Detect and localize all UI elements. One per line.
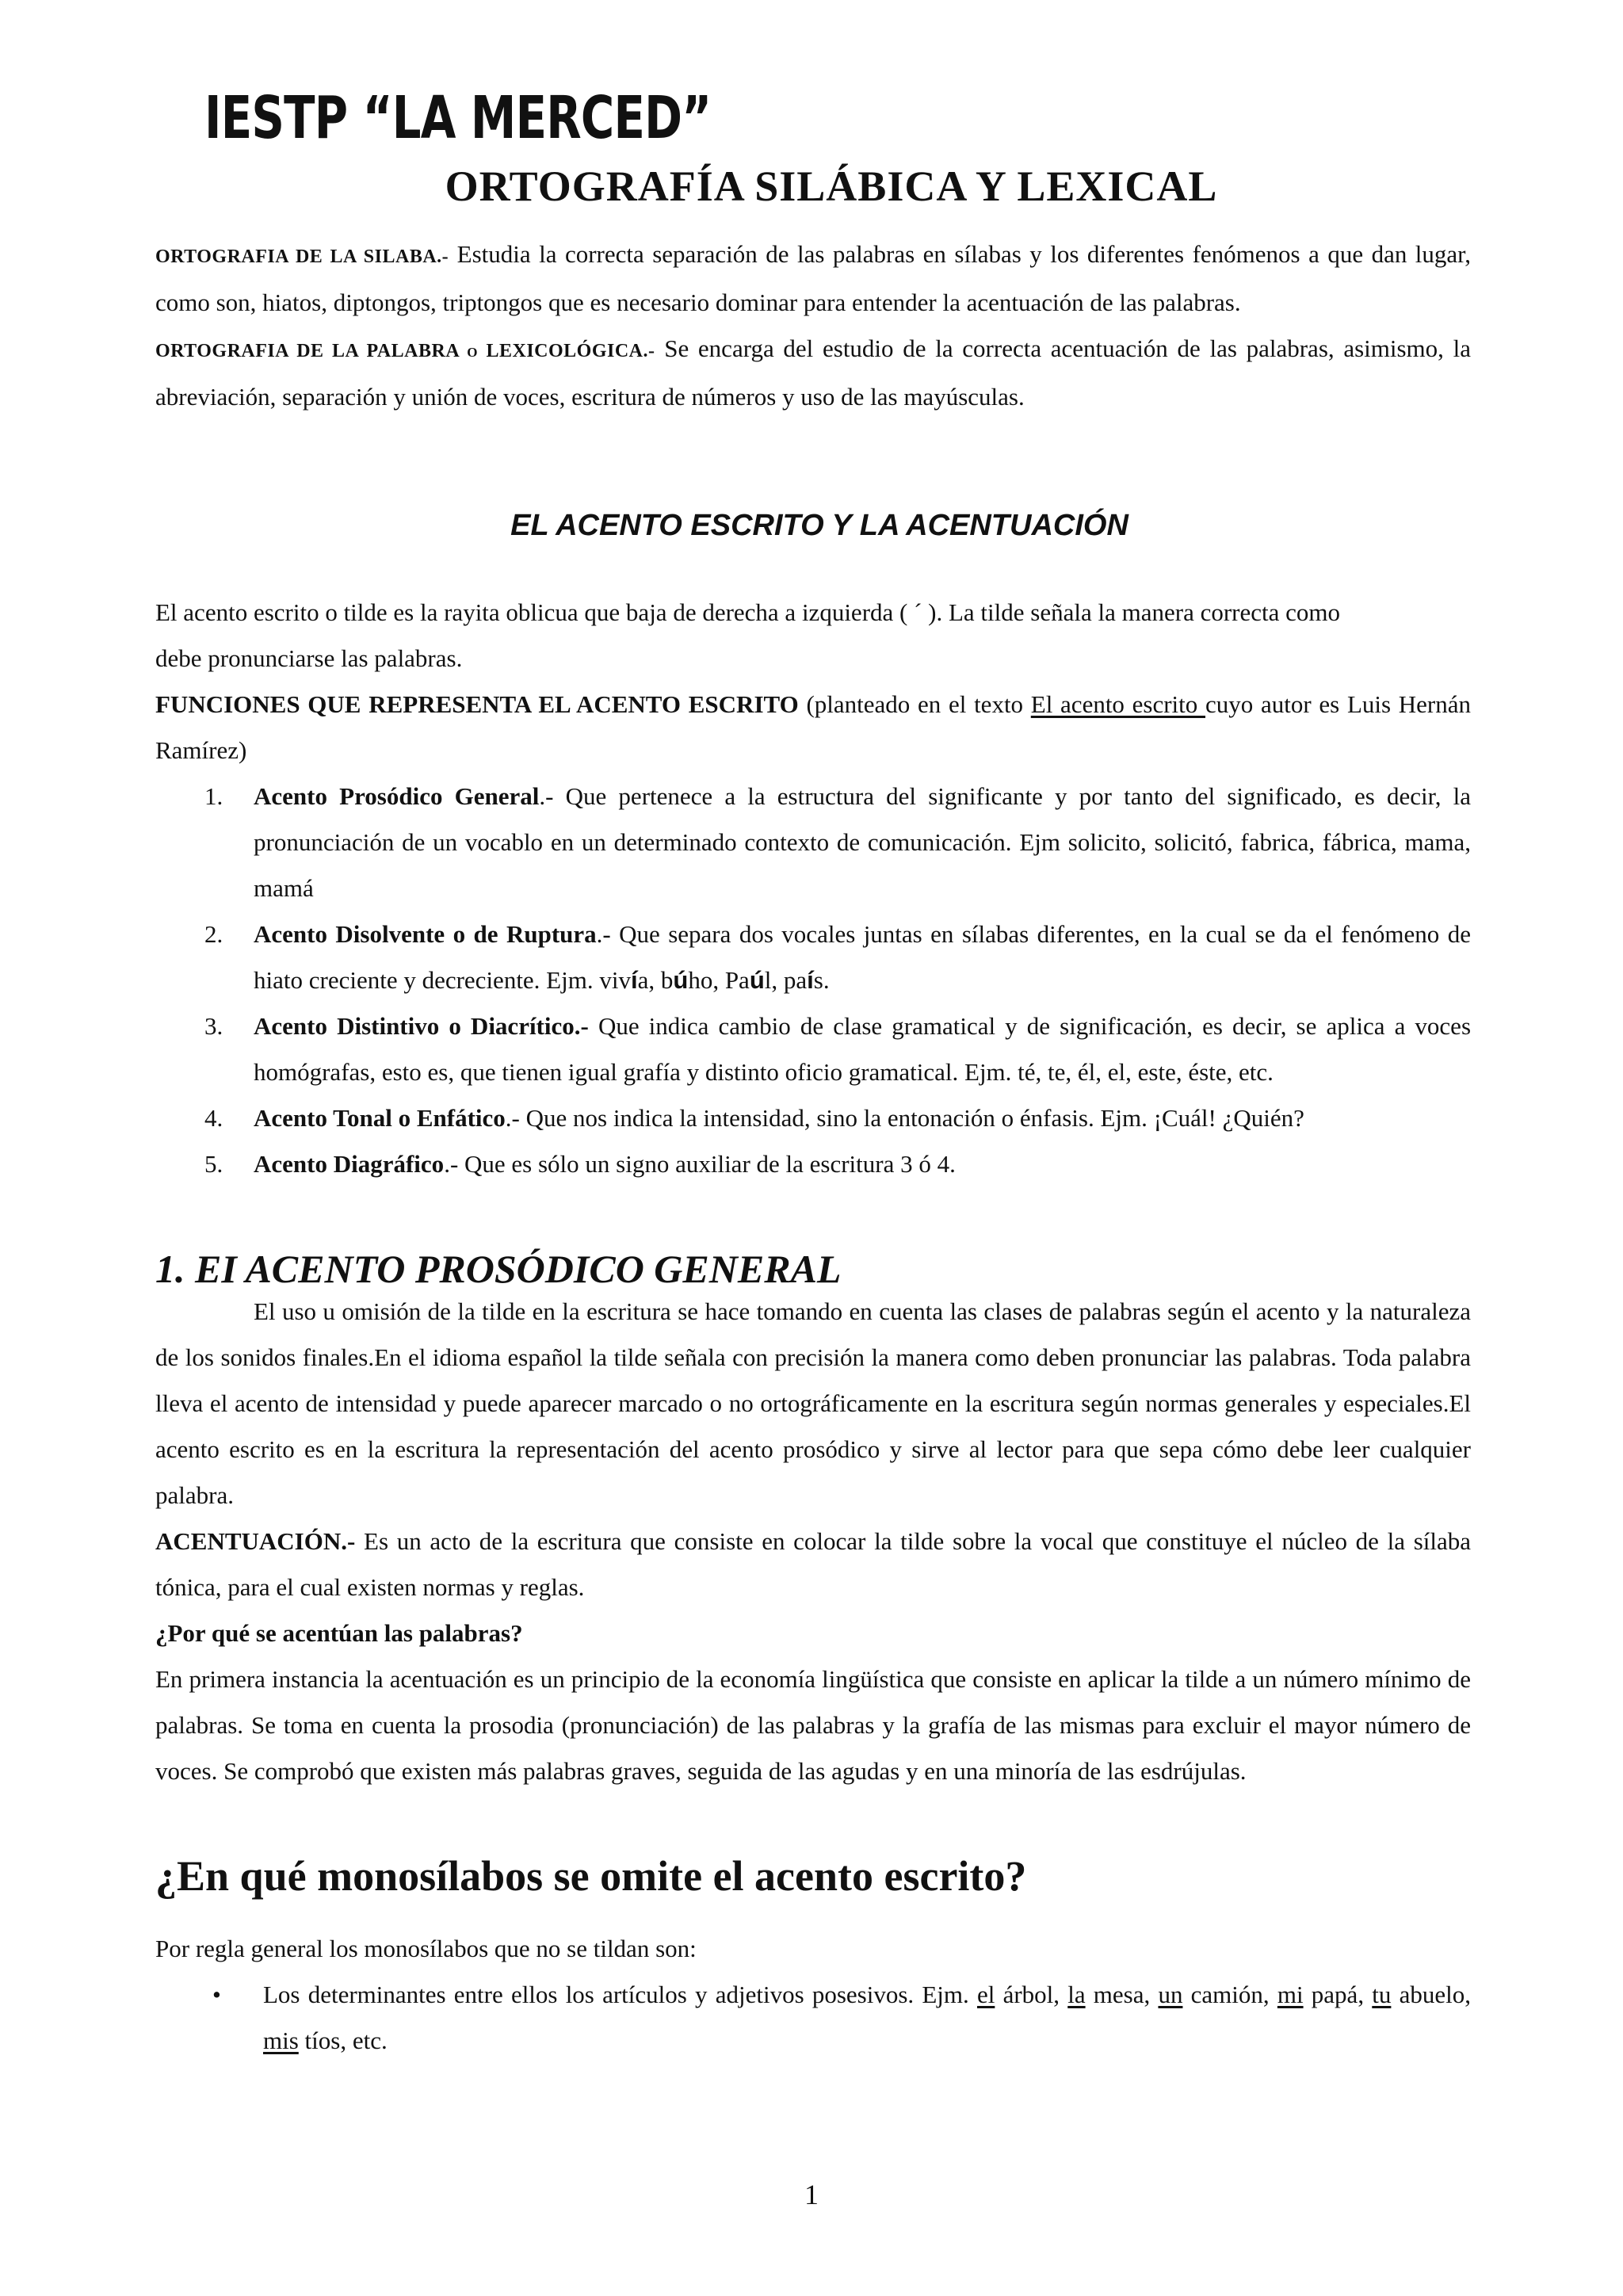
item-text: árbol, [995,1981,1068,2008]
item-text: tíos, etc. [298,2027,388,2054]
bullet-icon: • [212,1981,221,2008]
why-answer: En primera instancia la acentuación es un principio de la economía lingüística que consiste en aplicar la tilde a un número mínimo de palabras. Se toma en cuenta la prosodia (pronunciación) de las palabras y la grafía de las mismas para excluir el mayor número de voces. Se comprobó que existen más palabras graves, seguida de las agudas y en una minoría de las esdrújulas. [155,1665,1471,1785]
prosodic-section-body [155,1289,1471,1794]
example-text: s. [813,966,830,994]
functions-paragraph [155,682,1471,774]
example-accent: ú [673,966,689,994]
example-text: viv [599,966,631,994]
document-title: ORTOGRAFÍA SILÁBICA Y LEXICAL [445,162,1218,210]
function-text: .- Que pertenece a la estructura del significante y por tanto del significado, es decir, la pronunciación de un vocablo en un determinado contexto de comunicación. Ejm solicito, solicitó, fabrica, fábrica, mama, mamá [254,782,1472,902]
list-number: 1. [204,782,223,810]
function-text: .- Que separa dos vocales juntas en sílabas diferentes, en la cual se da el fenómeno de hiato creciente y decreciente. Ejm. [254,920,1471,994]
page-number: 1 [804,2179,819,2210]
lexical-orthography-paragraph [155,326,1471,420]
lexical-orthography-text: Se encarga del estudio de la correcta acentuación de las palabras, asimismo, la abreviación, separación y unión de voces, escritura de números y uso de las mayúsculas. [155,334,1471,411]
accent-definition: El acento escrito o tilde es la rayita oblicua que baja de derecha a izquierda ( ´ ). La tilde señala la manera correcta como debe pronunciarse las palabras. [155,598,1340,672]
list-number: 2. [204,920,223,948]
section-title-accent: EL ACENTO ESCRITO Y LA ACENTUACIÓN [510,509,1128,542]
function-text: Que indica cambio de clase gramatical y de significación, es decir, se aplica a voces homógrafas, esto es, que tienen igual grafía y distinto oficio gramatical. Ejm. té, te, él, el, este, éste, etc. [254,1012,1472,1086]
prosodic-paragraph: El uso u omisión de la tilde en la escritura se hace tomando en cuenta las clases de palabras según el acento y la naturaleza de los sonidos finales.En el idioma español la tilde señala con precisión la manera como deben pronunciar las palabras. Toda palabra lleva el acento de intensidad y puede aparecer marcado o no ortográficamente en la escritura según normas generales y especiales.El acento escrito es en la escritura la representación del acento prosódico y sirve al lector para que sepa cómo debe leer cualquier palabra. [155,1297,1471,1509]
example-accent: ú [749,966,765,994]
functions-list [155,774,1471,1187]
function-name: Acento Prosódico General [254,782,540,810]
function-item-3 [155,1003,1471,1095]
list-number: 4. [204,1104,223,1132]
syllable-orthography-term: ORTOGRAFIA DE LA SILABA.- [155,246,449,267]
monosyllable-intro: Por regla general los monosílabos que no se tildan son: [155,1935,697,1962]
list-number: 3. [204,1012,223,1040]
example-text: ho, Pa [688,966,750,994]
list-item [155,1972,1471,2064]
item-text: abuelo, [1391,1981,1471,2008]
item-text: mesa, [1085,1981,1159,2008]
functions-post-text: cuyo autor es Luis Hernán Ramírez) [155,690,1471,764]
accent-section-body [155,590,1471,1187]
example-word: mi [1277,1981,1304,2008]
example-text: l, pa [764,966,808,994]
example-word: la [1067,1981,1086,2008]
prosodic-heading: 1. EI ACENTO PROSÓDICO GENERAL [155,1247,842,1291]
function-text: .- Que es sólo un signo auxiliar de la escritura 3 ó 4. [444,1150,956,1178]
accentuation-paragraph [155,1519,1471,1610]
function-name: Acento Distintivo o Diacrítico.- [254,1012,589,1040]
example-accent: í [807,966,814,994]
institution-name: IESTP “LA MERCED” [204,84,712,152]
why-question-text: ¿Por qué se acentúan las palabras? [155,1619,523,1647]
item-text: Los determinantes entre ellos los artículos y adjetivos posesivos. Ejm. [263,1981,977,2008]
function-item-2 [155,911,1471,1003]
example-word: tu [1372,1981,1392,2008]
list-number: 5. [204,1150,223,1178]
function-name: Acento Diagráfico [254,1150,445,1178]
syllable-orthography-paragraph [155,231,1471,326]
function-item-5 [155,1141,1471,1187]
accentuation-text: Es un acto de la escritura que consiste en colocar la tilde sobre la vocal que constituye el núcleo de la sílaba tónica, para el cual existen normas y reglas. [155,1527,1471,1601]
intro-block [155,231,1471,420]
book-title: El acento escrito [1030,690,1206,718]
monosyllable-list [155,1972,1471,2064]
function-name: Acento Tonal o Enfático [254,1104,506,1132]
function-item-1 [155,774,1471,911]
example-text: a, b [637,966,674,994]
function-item-4 [155,1095,1471,1141]
item-text: camión, [1182,1981,1277,2008]
syllable-orthography-text: Estudia la correcta separación de las palabras en sílabas y los diferentes fenómenos a que dan lugar, como son, hiatos, diptongos, triptongos que es necesario dominar para entender la acentuación de las palabras. [155,240,1472,316]
lexical-orthography-term: ORTOGRAFIA DE LA PALABRA o LEXICOLÓGICA.- [155,341,655,361]
functions-label: FUNCIONES QUE REPRESENTA EL ACENTO ESCRITO [155,690,799,718]
monosyllable-section-body [155,1926,1471,2064]
monosyllable-heading: ¿En qué monosílabos se omite el acento escrito? [155,1852,1027,1900]
example-word: mis [263,2027,299,2054]
why-question [155,1610,1471,1656]
function-name: Acento Disolvente o de Ruptura [254,920,597,948]
functions-pre-text: (planteado en el texto [798,690,1031,718]
item-text: papá, [1303,1981,1373,2008]
example-word: un [1158,1981,1183,2008]
example-accent: í [630,966,638,994]
function-text: .- Que nos indica la intensidad, sino la entonación o énfasis. Ejm. ¡Cuál! ¿Quién? [505,1104,1304,1132]
accentuation-term: ACENTUACIÓN.- [155,1527,356,1555]
example-word: el [976,1981,995,2008]
